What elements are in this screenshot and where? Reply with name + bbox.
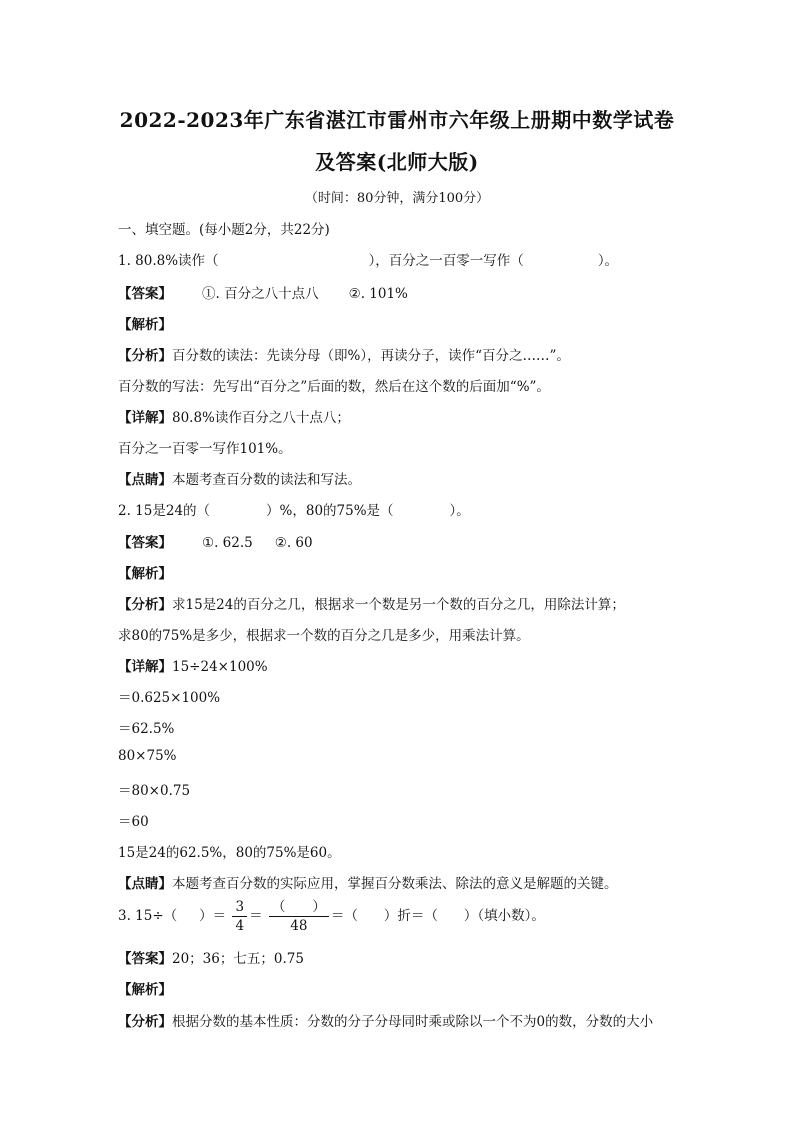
fraction-blank-over-48 (269, 898, 329, 935)
q1-text-b: ），百分之一百零一写作（ (368, 253, 524, 269)
analysis-tag: 【分析】 (118, 597, 172, 613)
answer-tag: 【答案】 (118, 286, 172, 302)
fraction-denominator: 4 (235, 918, 245, 934)
q2-analysis-2: 求80的75%是多少，根据求一个数的百分之几是多少，用乘法计算。 (118, 628, 530, 644)
q3-analysis-1: 根据分数的基本性质：分数的分子分母同时乘或除以一个不为0的数，分数的大小 (172, 1014, 654, 1030)
q2-conclusion: 15是24的62.5%，80的75%是60。 (118, 845, 341, 861)
q2-answer (118, 531, 313, 551)
q3-answer (118, 947, 304, 967)
q1-analysis-2: 百分数的写法：先写出“百分之”后面的数，然后在这个数的后面加“%”。 (118, 379, 550, 395)
q3-jiexi: 【解析】 (118, 982, 172, 998)
q3-eq1: ）＝ (199, 908, 227, 924)
section-heading: 一、填空题。(每小题2分，共22分) (118, 222, 330, 238)
question-1 (118, 249, 618, 269)
q2-text-a: 2. 15是24的（ (118, 503, 211, 519)
question-3 (118, 898, 545, 935)
q2-analysis (118, 593, 625, 613)
analysis-tag: 【分析】 (118, 348, 172, 364)
q1-answer-1: ①. 百分之八十点八 (202, 286, 319, 302)
q2-step-2: ＝0.625×100% (118, 690, 221, 706)
fraction-denominator: 48 (290, 918, 308, 934)
q3-suffix: ）（填小数）。 (463, 908, 545, 924)
q1-answer (118, 282, 408, 302)
q3-eq2: ＝ (249, 908, 263, 924)
q2-comment-text: 本题考查百分数的实际应用，掌握百分数乘法、除法的意义是解题的关键。 (172, 876, 618, 892)
q3-zhe: ）折＝（ (383, 908, 438, 924)
q2-answer-1: ①. 62.5 (202, 535, 253, 551)
comment-tag: 【点睛】 (118, 876, 172, 892)
fraction-three-quarters (232, 898, 247, 935)
question-2 (118, 499, 470, 519)
q3-answer-text: 20；36；七五；0.75 (172, 951, 304, 967)
q2-step-3: ＝62.5% (118, 721, 175, 737)
q1-text-c: ）。 (597, 253, 619, 269)
detail-tag: 【详解】 (118, 410, 172, 426)
q2-comment (118, 872, 618, 892)
q2-text-b: ）%，80的75%是（ (266, 503, 394, 519)
q2-step-1: 15÷24×100% (172, 659, 268, 675)
q2-step-5: ＝80×0.75 (118, 783, 191, 799)
q1-analysis-1: 百分数的读法：先读分母（即%），再读分子，读作“百分之……”。 (172, 348, 570, 364)
q1-analysis (118, 344, 570, 364)
q3-analysis (118, 1010, 653, 1030)
exam-time-info: （时间：80分钟，满分100分） (304, 191, 490, 206)
q1-detail-1: 80.8%读作百分之八十点八； (172, 410, 350, 426)
q1-comment (118, 468, 361, 488)
detail-tag: 【详解】 (118, 659, 172, 675)
fraction-numerator: 3 (232, 898, 247, 917)
fraction-numerator: （ ） (269, 898, 329, 917)
q2-step-6: ＝60 (118, 814, 149, 830)
q1-comment-text: 本题考查百分数的读法和写法。 (172, 472, 361, 488)
exam-title-line1: 2022-2023年广东省湛江市雷州市六年级上册期中数学试卷 (119, 108, 675, 132)
q2-analysis-1: 求15是24的百分之几，根据求一个数是另一个数的百分之几，用除法计算； (172, 597, 625, 613)
q2-answer-2: ②. 60 (274, 535, 313, 551)
q1-detail-2: 百分之一百零一写作101%。 (118, 441, 292, 457)
q2-detail (118, 655, 268, 675)
q1-jiexi: 【解析】 (118, 317, 172, 333)
comment-tag: 【点睛】 (118, 472, 172, 488)
answer-tag: 【答案】 (118, 535, 172, 551)
q2-text-c: ）。 (449, 503, 470, 519)
answer-tag: 【答案】 (118, 951, 172, 967)
exam-title-line2: 及答案(北师大版) (315, 150, 479, 174)
q2-jiexi: 【解析】 (118, 566, 172, 582)
analysis-tag: 【分析】 (118, 1014, 172, 1030)
q1-answer-2: ②. 101% (348, 286, 408, 302)
q1-text-a: 1. 80.8%读作（ (118, 253, 219, 269)
q2-step-4: 80×75% (118, 748, 177, 764)
q3-eq3: ＝（ (330, 908, 358, 924)
q3-prefix: 3. 15÷（ (118, 908, 178, 924)
q1-detail (118, 406, 350, 426)
